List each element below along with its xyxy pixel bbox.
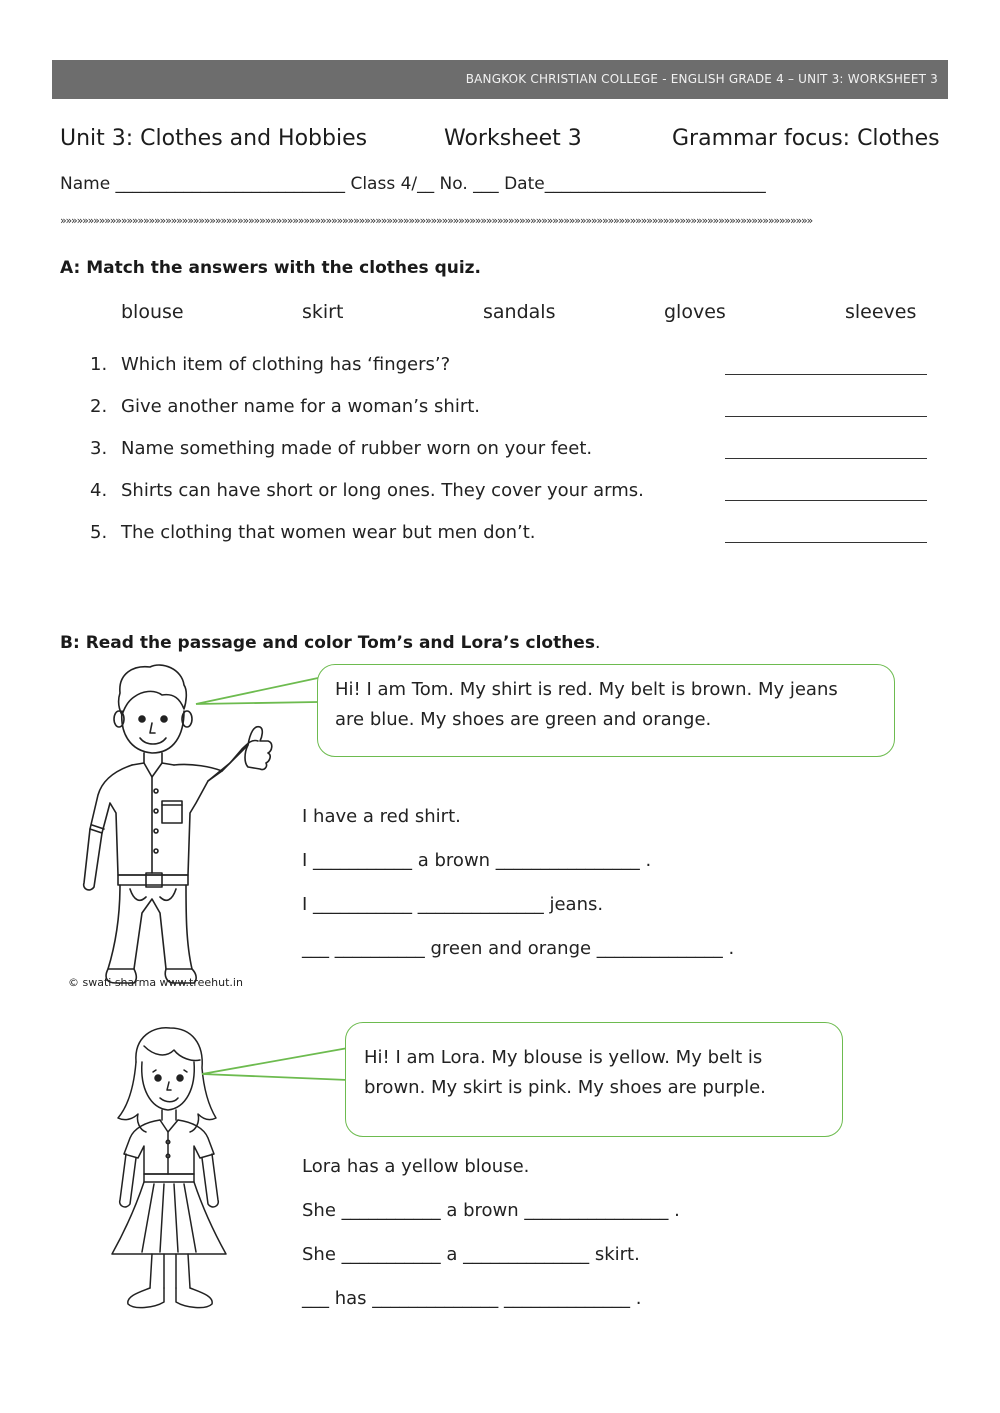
tom-fill-in-sentence[interactable]: I ___________ ______________ jeans. (302, 894, 604, 915)
tom-speech-bubble (317, 664, 895, 757)
word-bank-item: sandals (483, 301, 556, 323)
lora-bubble-line: brown. My skirt is pink. My shoes are purple. (364, 1077, 766, 1098)
lora-speech-bubble (345, 1022, 843, 1137)
tom-fill-in-sentence[interactable]: ___ __________ green and orange ______________ . (302, 938, 735, 959)
word-bank-item: gloves (664, 301, 726, 323)
tom-example-sentence: I have a red shirt. (302, 806, 461, 827)
lora-fill-in-sentence[interactable]: ___ has ______________ ______________ . (302, 1288, 642, 1309)
header-text: BANGKOK CHRISTIAN COLLEGE - ENGLISH GRADE 4 – UNIT 3: WORKSHEET 3 (465, 72, 938, 86)
question-number: 1. (90, 354, 108, 375)
answer-blank[interactable] (725, 500, 927, 501)
lora-bubble-line: Hi! I am Lora. My blouse is yellow. My belt is (364, 1047, 763, 1068)
lora-fill-in-sentence[interactable]: She ___________ a brown ________________ . (302, 1200, 680, 1221)
question-text: Give another name for a woman’s shirt. (121, 396, 480, 417)
answer-blank[interactable] (725, 416, 927, 417)
section-b-text: Read the passage and color Tom’s and Lora’s clothes (85, 633, 595, 653)
lora-bubble-pointer (196, 1040, 356, 1085)
tom-bubble-pointer (190, 672, 330, 712)
header-bar (52, 60, 948, 99)
answer-blank[interactable] (725, 458, 927, 459)
lora-example-sentence: Lora has a yellow blouse. (302, 1156, 530, 1177)
question-text: Shirts can have short or long ones. They cover your arms. (121, 480, 644, 501)
lora-fill-in-sentence[interactable]: She ___________ a ______________ skirt. (302, 1244, 640, 1265)
grammar-focus-title: Grammar focus: Clothes (672, 126, 940, 151)
student-info-line: Name ___________________________ Class 4/__ No. ___ Date__________________________ (60, 174, 766, 194)
image-credit: © swati sharma www.treehut.in (68, 976, 243, 989)
section-b-period: . (594, 633, 601, 653)
section-b-label: B: (60, 633, 80, 653)
answer-blank[interactable] (725, 374, 927, 375)
question-text: Which item of clothing has ‘fingers’? (121, 354, 451, 375)
tom-coloring-figure[interactable] (62, 663, 282, 993)
tom-bubble-line: Hi! I am Tom. My shirt is red. My belt is brown. My jeans (335, 679, 838, 700)
tom-bubble-line: are blue. My shoes are green and orange. (335, 709, 712, 730)
section-a-heading: A: Match the answers with the clothes quiz. (60, 258, 482, 278)
question-number: 3. (90, 438, 108, 459)
question-number: 4. (90, 480, 108, 501)
tom-fill-in-sentence[interactable]: I ___________ a brown ________________ . (302, 850, 652, 871)
question-number: 5. (90, 522, 108, 543)
question-text: Name something made of rubber worn on your feet. (121, 438, 593, 459)
word-bank-item: blouse (121, 301, 184, 323)
question-number: 2. (90, 396, 108, 417)
worksheet-title: Worksheet 3 (444, 126, 582, 151)
divider-line: »»»»»»»»»»»»»»»»»»»»»»»»»»»»»»»»»»»»»»»»»»»»»»»»»»»»»»»»»»»»»»»»»»»»»»»»»»»»»»»»»»»»»»»»»»»»»»»»»»»»»»»»»»»»»»»»»»»»»»»»»»»»»»»»»»»»»»»» (60, 214, 813, 227)
word-bank-item: sleeves (845, 301, 917, 323)
question-text: The clothing that women wear but men don’t. (121, 522, 536, 543)
word-bank-item: skirt (302, 301, 344, 323)
answer-blank[interactable] (725, 542, 927, 543)
unit-title: Unit 3: Clothes and Hobbies (60, 126, 368, 151)
section-b-heading (60, 633, 600, 653)
